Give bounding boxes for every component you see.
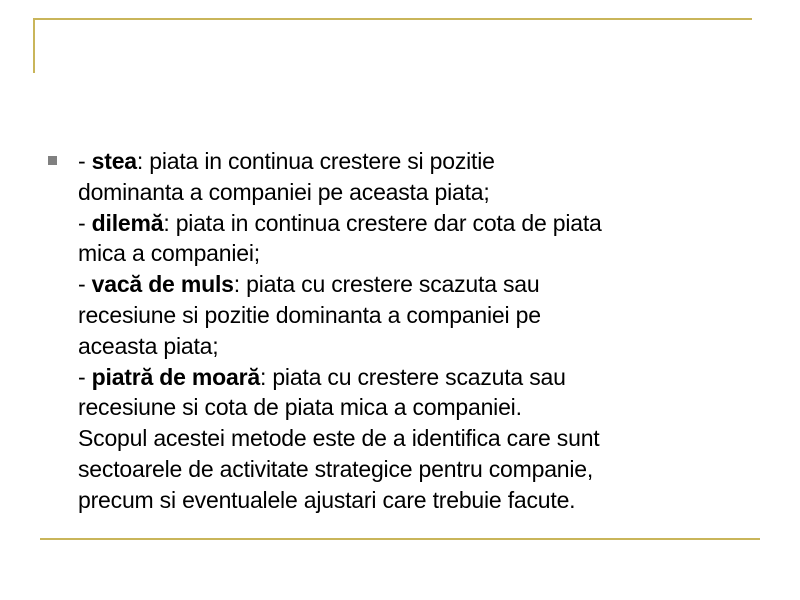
piatra-line-1 <box>78 362 768 393</box>
stea-line-1 <box>78 146 768 177</box>
top-rule <box>33 18 752 20</box>
scop-line-3: precum si eventualele ajustari care trebuie facute. <box>78 486 576 513</box>
vaca-prefix: - <box>78 271 92 298</box>
piatra-line-2: recesiune si cota de piata mica a companiei. <box>78 394 522 421</box>
stea-line-2: dominanta a companiei pe aceasta piata; <box>78 178 490 205</box>
scop-line-2: sectoarele de activitate strategice pentru companie, <box>78 455 594 482</box>
dilema-line-1 <box>78 208 768 239</box>
stea-term: stea <box>91 148 137 174</box>
vaca-line-3: aceasta piata; <box>78 332 219 359</box>
vaca-line-2: recesiune si pozitie dominanta a companiei pe <box>78 301 541 328</box>
piatra-text-1: : piata cu crestere scazuta sau <box>259 363 566 390</box>
dilema-line-2: mica a companiei; <box>78 240 260 267</box>
dilema-term: dilemă <box>91 209 164 236</box>
vaca-line-1 <box>78 269 768 300</box>
vaca-term: vacă de muls <box>91 271 234 298</box>
dilema-text-1: : piata in continua crestere dar cota de piata <box>163 209 602 236</box>
piatra-term: piatră de moară <box>91 363 260 390</box>
stea-prefix: - <box>78 148 92 174</box>
square-bullet-icon <box>48 156 57 165</box>
scop-line-1: Scopul acestei metode este de a identifica care sunt <box>78 425 600 452</box>
dilema-prefix: - <box>78 209 92 236</box>
vaca-text-1: : piata cu crestere scazuta sau <box>233 271 540 298</box>
bottom-rule <box>40 538 760 540</box>
left-rule <box>33 18 35 73</box>
bullet-text <box>78 146 768 516</box>
piatra-prefix: - <box>78 363 92 390</box>
stea-text-1: : piata in continua crestere si pozitie <box>136 148 495 174</box>
